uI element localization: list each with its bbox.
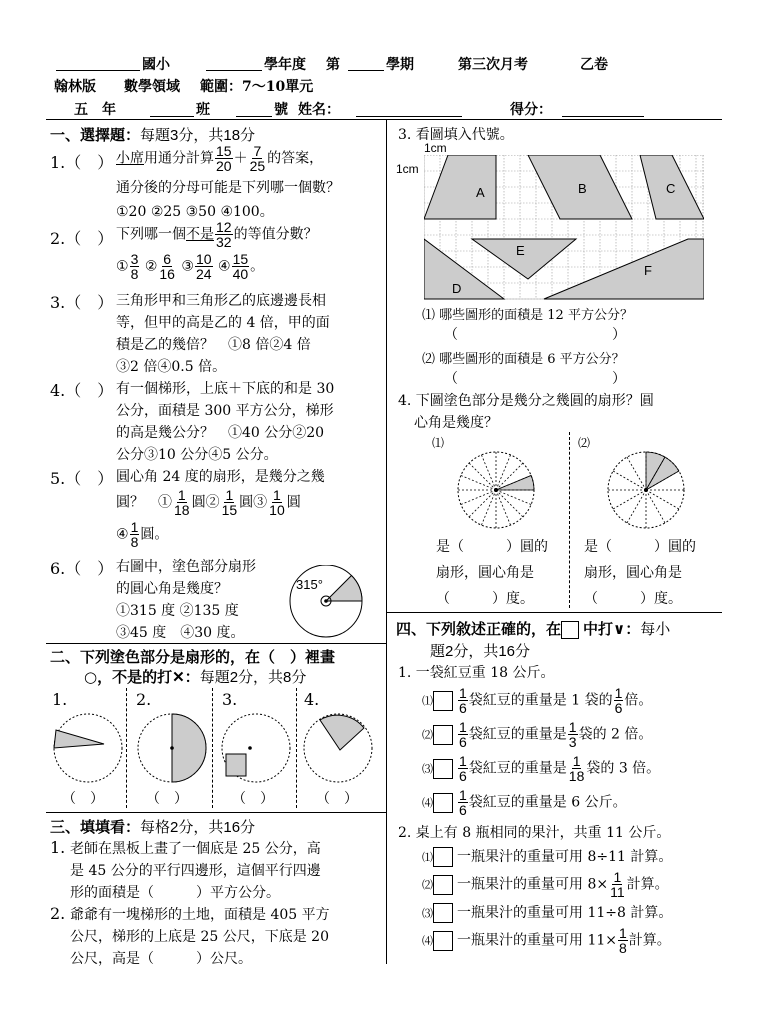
q4-number[interactable]: 4.（ ） — [50, 381, 114, 400]
s4-q2-opt1-checkbox[interactable] — [433, 847, 453, 867]
s4-q2-opt1: ⑴ 一瓶果汁的重量可用 8÷11 計算。 — [422, 849, 673, 865]
section-4-points: 題2分，共16分 — [430, 643, 531, 660]
r4-ans2-l2: 扇形，圓心角是 — [584, 565, 682, 581]
s4-q2-opt2-checkbox[interactable] — [433, 875, 453, 895]
q3-line4: ③2 倍④0.5 倍。 — [116, 359, 227, 375]
q6-line2: 的圓心角是幾度？ — [116, 581, 228, 597]
grade-label: 五 年 — [74, 102, 116, 118]
grid-unit-left: 1cm — [396, 162, 419, 176]
s2-answer-4[interactable]: （ ） — [316, 791, 358, 807]
s3-q1-line2: 是 45 公分的平行四邊形，這個平行四邊 — [70, 863, 321, 879]
section-3-title: 三、填填看： — [50, 818, 141, 836]
r4-ans2-l3[interactable]: （ ）度。 — [584, 591, 682, 607]
s2-figure-2 — [134, 710, 210, 786]
q6-number[interactable]: 6.（ ） — [50, 559, 114, 578]
shape-label-b: B — [578, 181, 587, 196]
r3-q1-answer[interactable]: （ ） — [444, 327, 626, 343]
q1-number[interactable]: 1.（ ） — [50, 153, 114, 172]
shape-label-d: D — [452, 281, 462, 296]
r4-ans1-l1[interactable]: 是（ ）圓的 — [436, 539, 548, 555]
exam-name: 第三次月考 — [458, 57, 528, 73]
shape-label-f: F — [644, 263, 652, 278]
q4-line3: 的高是幾公分？ ①40 公分②20 — [116, 425, 325, 441]
s4-q2-opt4: ⑷ 一瓶果汁的重量可用 11× $\frac{1}{8}$ 計算。 — [422, 925, 671, 956]
q6-line4: ③45 度 ④30 度。 — [116, 625, 245, 641]
q6-line1: 右圖中，塗色部分扇形 — [116, 559, 256, 575]
section-4-title: 四、下列敘述正確的，在 中打∨：每小 — [396, 620, 671, 638]
r4-ans1-l3[interactable]: （ ）度。 — [436, 591, 534, 607]
q3-number[interactable]: 3.（ ） — [50, 293, 114, 312]
year-blank[interactable] — [206, 52, 262, 71]
q5-line1: 圓心角 24 度的扇形，是幾分之幾 — [116, 469, 325, 485]
score-blank[interactable] — [562, 98, 644, 117]
q4-line2: 公分，面積是 300 平方公分，梯形 — [116, 403, 334, 419]
s2-label-3: 3. — [222, 690, 238, 709]
s3-q2-line1: 爺爺有一塊梯形的土地，面積是 405 平方 — [70, 907, 330, 923]
section-3-points: 每格2分，共16分 — [140, 819, 256, 836]
school-blank[interactable] — [56, 52, 140, 71]
s2-answer-2[interactable]: （ ） — [146, 791, 188, 807]
r3-title: 3. 看圖填入代號。 — [398, 127, 514, 143]
class-label: 班 — [196, 102, 210, 118]
s3-q1-line3[interactable]: 形的面積是（ ）平方公分。 — [70, 885, 280, 901]
term-suffix: 學期 — [386, 57, 414, 73]
q2-number[interactable]: 2.（ ） — [50, 229, 114, 248]
term-prefix: 第 — [326, 57, 340, 73]
s2-figure-3 — [218, 710, 294, 786]
s2-label-2: 2. — [136, 690, 152, 709]
year-label: 學年度 — [264, 57, 306, 73]
r4-line2: 心角是幾度？ — [414, 415, 498, 431]
s4-q2-opt4-checkbox[interactable] — [433, 931, 453, 951]
s2-figure-1 — [50, 710, 126, 786]
name-label: 姓名： — [298, 102, 340, 118]
s4-q2-opt3: ⑶ 一瓶果汁的重量可用 11÷8 計算。 — [422, 905, 673, 921]
score-label: 得分： — [510, 102, 552, 118]
shape-label-a: A — [476, 185, 485, 200]
s4-q2-intro: 2. 桌上有 8 瓶相同的果汁，共重 11 公斤。 — [398, 825, 671, 841]
section-2-title-1: 二、下列塗色部分是扇形的，在（ ）裡畫 — [50, 648, 336, 666]
shape-a — [424, 155, 496, 219]
q5-options-b: ④ $\frac{1}{8}$ 圓。 — [116, 519, 169, 550]
publisher: 翰林版 — [54, 79, 96, 95]
s2-answer-3[interactable]: （ ） — [232, 791, 274, 807]
q3-line1: 三角形甲和三角形乙的底邊邊長相 — [116, 293, 326, 309]
q2-line1: 下列哪一個不是 $\frac{12}{32}$ 的等值分數？ — [116, 219, 318, 250]
number-blank[interactable] — [236, 98, 272, 117]
exam-version: 乙卷 — [580, 57, 608, 73]
q1-line2: 通分後的分母可能是下列哪一個數？ — [116, 180, 340, 196]
section-2-divider — [46, 643, 386, 644]
r4-label-2: ⑵ — [578, 436, 591, 450]
q6-angle-label: 315° — [296, 577, 323, 592]
s4-q1-opt1: ⑴ $\frac{1}{6}$ 袋紅豆的重量是 1 袋的 $\frac{1}{6}$ 倍。 — [422, 685, 653, 716]
section-3-divider — [46, 812, 386, 813]
q5-options-a: 圓？ ① $\frac{1}{18}$ 圓② $\frac{1}{15}$ 圓③ $\frac{1}{10}$ 圓 — [116, 487, 301, 518]
s4-q1-opt3-checkbox[interactable] — [433, 759, 453, 779]
term-blank[interactable] — [348, 52, 384, 71]
school-label: 國小 — [142, 57, 170, 73]
s4-q2-opt3-checkbox[interactable] — [433, 903, 453, 923]
shape-grid — [424, 155, 704, 301]
r3-q1: ⑴ 哪些圖形的面積是 12 平方公分？ — [422, 308, 633, 323]
class-blank[interactable] — [150, 98, 194, 117]
q6-sector-figure — [286, 565, 366, 641]
subject: 數學領域 — [124, 79, 180, 95]
section-2-title-2: ○，不是的打✕：每題2分，共8分 — [84, 668, 307, 686]
scope: 範圍：7～10單元 — [200, 79, 314, 95]
number-label: 號 — [274, 102, 288, 118]
section-1-points: 每題3分，共18分 — [140, 127, 256, 144]
s4-q1-intro: 1. 一袋紅豆重 18 公斤。 — [398, 665, 555, 681]
q4-line4: 公分③10 公分④5 公分。 — [116, 447, 278, 463]
section-1-title: 一、選擇題： — [50, 126, 141, 144]
s3-q1-number: 1. — [50, 838, 66, 857]
s2-label-4: 4. — [304, 690, 320, 709]
s4-q1-opt2: ⑵ $\frac{1}{6}$ 袋紅豆的重量是 $\frac{1}{3}$ 袋的 2 倍。 — [422, 719, 653, 750]
s4-q1-opt3: ⑶ $\frac{1}{6}$ 袋紅豆的重量是 $\frac{1}{18}$ 袋的 3 倍。 — [422, 753, 661, 784]
grid-unit-top: 1cm — [424, 141, 447, 155]
q5-number[interactable]: 5.（ ） — [50, 469, 114, 488]
section-4-divider — [386, 612, 722, 613]
name-blank[interactable] — [356, 98, 462, 117]
s3-q2-number: 2. — [50, 904, 66, 923]
q1-options: ①20 ②25 ③50 ④100。 — [116, 204, 274, 220]
s2-figure-4 — [300, 710, 376, 786]
r4-label-1: ⑴ — [432, 436, 445, 450]
s4-q1-opt4-checkbox[interactable] — [433, 793, 453, 813]
r3-q2: ⑵ 哪些圖形的面積是 6 平方公分？ — [422, 352, 625, 367]
q1-line1: 小席用通分計算 $\frac{15}{20}$ ＋ $\frac{7}{25}$ 的答案， — [116, 143, 324, 174]
s4-q1-opt4: ⑷ $\frac{1}{6}$ 袋紅豆的重量是 6 公斤。 — [422, 787, 627, 818]
shape-label-c: C — [666, 181, 676, 196]
q4-line1: 有一個梯形，上底＋下底的和是 30 — [116, 381, 335, 397]
q2-options: ① $\frac{3}{8}$ ② $\frac{6}{16}$ ③ $\frac{10}{24}$ ④ $\frac{15}{40}$ 。 — [116, 251, 265, 282]
r4-ans1-l2: 扇形，圓心角是 — [436, 565, 534, 581]
s2-answer-1[interactable]: （ ） — [62, 791, 104, 807]
r4-circle-1 — [454, 448, 538, 532]
r4-ans2-l1[interactable]: 是（ ）圓的 — [584, 539, 696, 555]
s4-q2-opt2: ⑵ 一瓶果汁的重量可用 8× $\frac{1}{11}$ 計算。 — [422, 869, 669, 900]
s4-q1-opt2-checkbox[interactable] — [433, 725, 453, 745]
q3-line3: 積是乙的幾倍？ ①8 倍②4 倍 — [116, 337, 311, 353]
header-divider — [46, 119, 722, 120]
q3-line2: 等，但甲的高是乙的 4 倍，甲的面 — [116, 315, 330, 331]
shape-label-e: E — [516, 243, 525, 258]
s3-q2-line3[interactable]: 公尺，高是（ ）公尺。 — [70, 951, 252, 967]
column-divider — [386, 119, 387, 964]
s4-q1-opt1-checkbox[interactable] — [433, 691, 453, 711]
r4-line1: 4. 下圖塗色部分是幾分之幾圓的扇形？圓 — [398, 393, 654, 409]
s3-q1-line1: 老師在黑板上畫了一個底是 25 公分，高 — [70, 841, 321, 857]
r4-circle-2 — [604, 448, 688, 532]
s3-q2-line2: 公尺，梯形的上底是 25 公尺，下底是 20 — [70, 929, 329, 945]
r3-q2-answer[interactable]: （ ） — [444, 371, 626, 387]
s2-label-1: 1. — [52, 690, 68, 709]
q6-line3: ①315 度 ②135 度 — [116, 603, 239, 619]
